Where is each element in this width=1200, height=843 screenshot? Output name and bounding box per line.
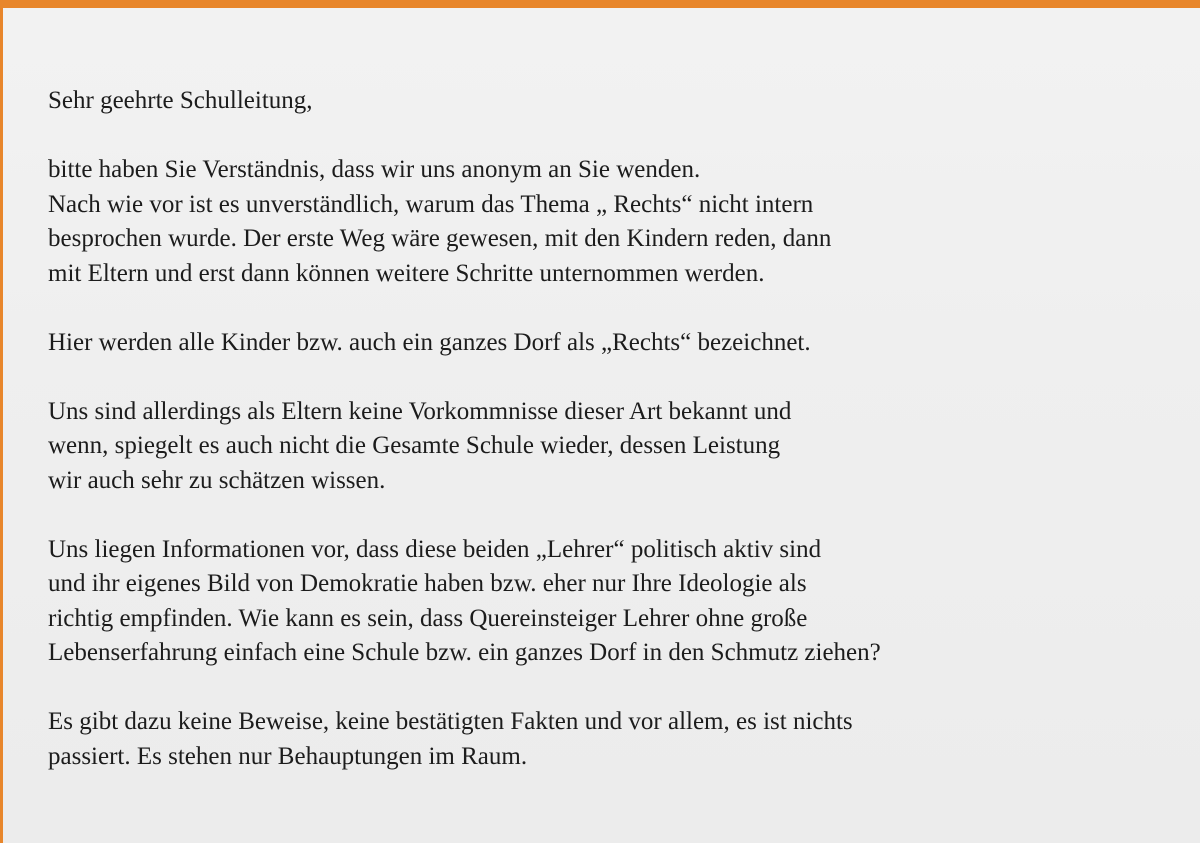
paragraph-1 [48, 153, 1198, 291]
text-line: Es gibt dazu keine Beweise, keine bestätigten Fakten und vor allem, es ist nichts [48, 708, 853, 735]
text-line: Hier werden alle Kinder bzw. auch ein ganzes Dorf als „Rechts“ bezeichnet. [48, 328, 811, 356]
paragraph-4 [48, 533, 1198, 671]
text-line: und ihr eigenes Bild von Demokratie haben bzw. eher nur Ihre Ideologie als [48, 570, 807, 597]
letter-body [48, 84, 1198, 774]
text-line: Lebenserfahrung einfach eine Schule bzw. ein ganzes Dorf in den Schmutz ziehen? [48, 639, 881, 666]
text-line: richtig empfinden. Wie kann es sein, dass Quereinsteiger Lehrer ohne große [48, 604, 808, 632]
paragraph-3 [48, 395, 1198, 499]
text-line: wir auch sehr zu schätzen wissen. [48, 466, 386, 494]
text-line: Uns sind allerdings als Eltern keine Vorkommnisse dieser Art bekannt und [48, 397, 792, 425]
text-line: Uns liegen Informationen vor, dass diese beiden „Lehrer“ politisch aktiv sind [48, 535, 822, 563]
text-line: wenn, spiegelt es auch nicht die Gesamte Schule wieder, dessen Leistung [48, 432, 781, 459]
text-line: mit Eltern und erst dann können weitere Schritte unternommen werden. [48, 259, 765, 287]
text-line: passiert. Es stehen nur Behauptungen im Raum. [48, 742, 528, 770]
paragraph-2 [48, 326, 1198, 361]
text-line: Nach wie vor ist es unverständlich, warum das Thema „ Rechts“ nicht intern [48, 190, 814, 218]
text-line: bitte haben Sie Verständnis, dass wir uns anonym an Sie wenden. [48, 156, 701, 183]
paragraph-5 [48, 705, 1198, 774]
text-line: besprochen wurde. Der erste Weg wäre gewesen, mit den Kindern reden, dann [48, 225, 832, 252]
salutation: Sehr geehrte Schulleitung, [48, 87, 313, 114]
